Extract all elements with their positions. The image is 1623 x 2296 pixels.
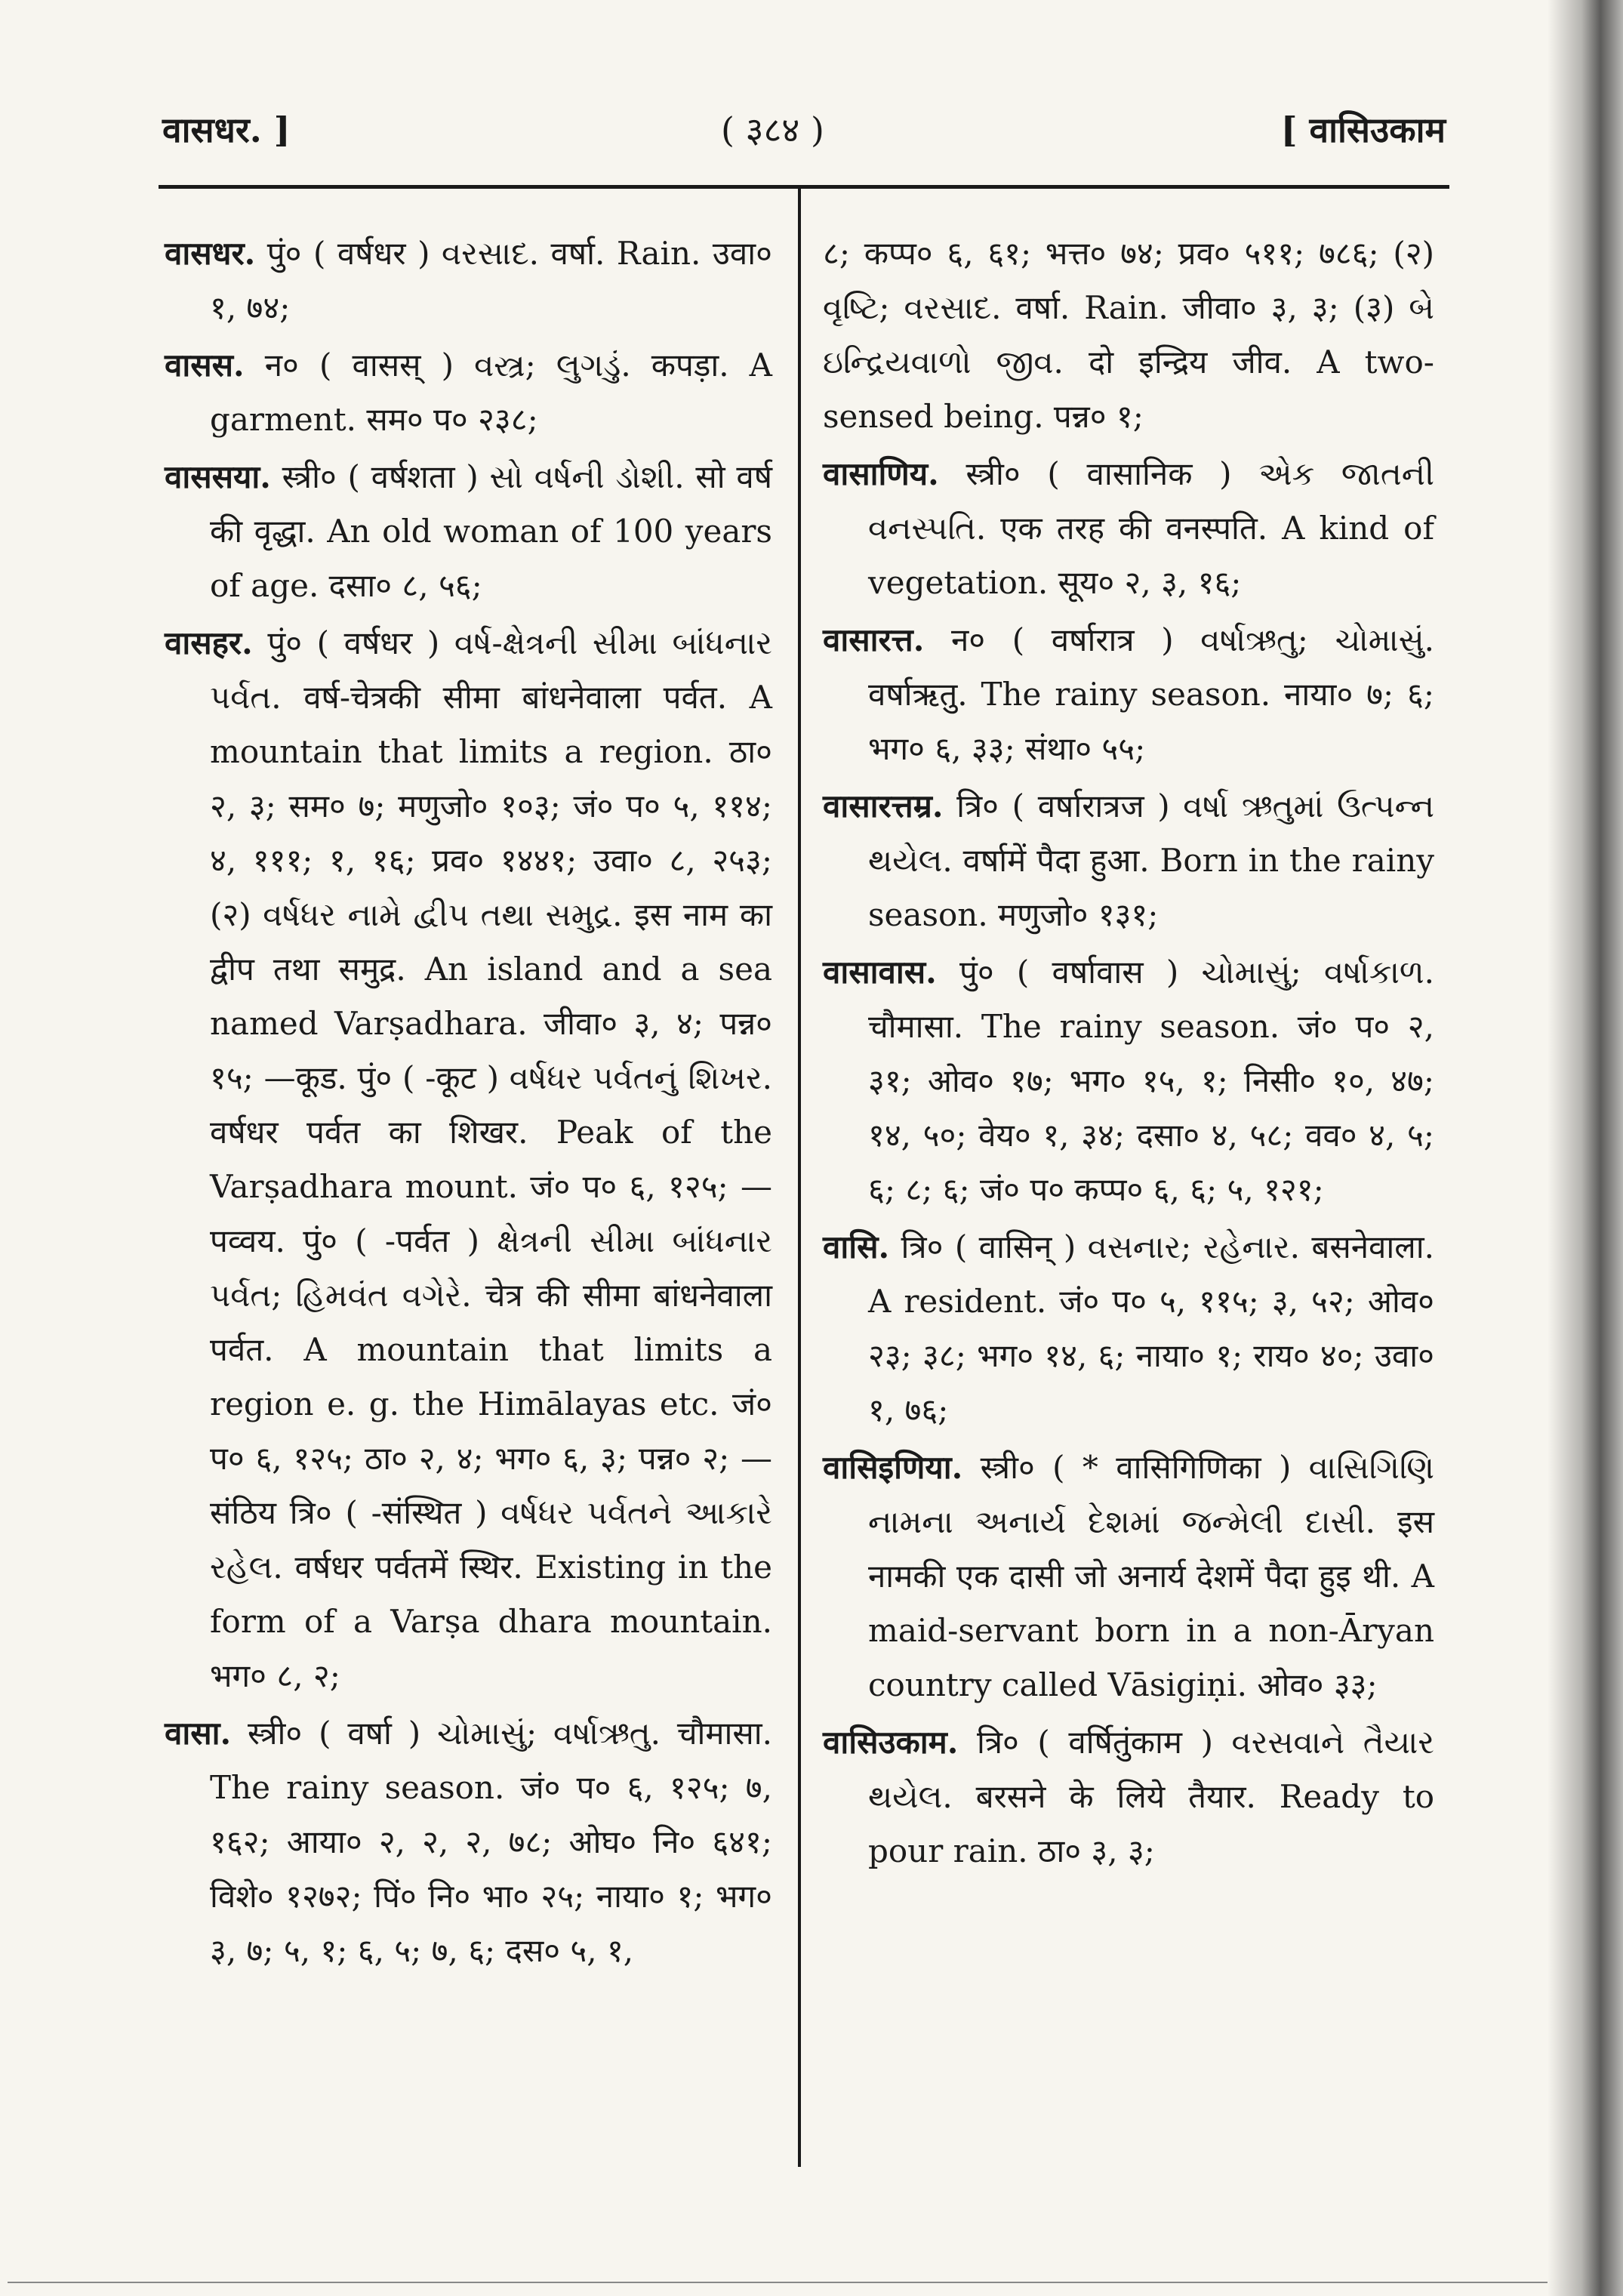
header-right-guideword: [ वासिउकाम bbox=[1280, 109, 1446, 150]
dictionary-entry bbox=[165, 338, 772, 447]
entry-body: स्त्री० ( वर्षशता ) સો વર્ષની ડોશી. सो वर्ष की वृद्धा. An old woman of 100 years of age. दसा० ८, ५६; bbox=[210, 458, 772, 604]
entry-headword: वासस. bbox=[165, 347, 245, 384]
page-number: ( ३८४ ) bbox=[721, 109, 824, 150]
entry-headword: वासा. bbox=[165, 1715, 232, 1752]
dictionary-entry bbox=[823, 447, 1434, 610]
entry-headword: वासारत्तम्र. bbox=[823, 787, 944, 824]
entry-body: पुं० ( वर्षधर ) વરસાદ. वर्षा. Rain. उवा० १, ७४; bbox=[210, 235, 772, 326]
entry-body: न० ( वर्षारात्र ) વર્ષાઋતુ; ચોમાસું. वर्षाऋतु. The rainy season. नाया० ७; ६; भग० ६, ३३; संथा० ५५; bbox=[868, 621, 1435, 767]
header-left-guideword: वासधर. ] bbox=[162, 109, 291, 150]
entry-headword: वासिउकाम. bbox=[823, 1724, 959, 1761]
dictionary-entry bbox=[823, 613, 1434, 776]
entry-body: त्रि० ( वर्षारात्रज ) વર્ષા ઋતુમાં ઉત્પન્ન થયેલ. वर्षामें पैदा हुआ. Born in the rainy season. मणुजो० १३१; bbox=[868, 787, 1434, 933]
entry-body: त्रि० ( वर्षितुंकाम ) વરસવાને તૈયાર થયેલ. बरसने के लिये तैयार. Ready to pour rain. ठा० ३, ३; bbox=[868, 1724, 1434, 1869]
dictionary-entry bbox=[823, 779, 1434, 942]
entry-headword: वासहर. bbox=[165, 624, 253, 661]
dictionary-entry bbox=[165, 616, 772, 1703]
dictionary-entry-continued bbox=[823, 227, 1434, 444]
entry-headword: वासधर. bbox=[165, 235, 256, 272]
entry-headword: वाससया. bbox=[165, 458, 271, 495]
bottom-rule bbox=[8, 2282, 1548, 2283]
entry-headword: वासिइणिया. bbox=[823, 1449, 963, 1486]
dictionary-entry bbox=[823, 1220, 1434, 1438]
dictionary-entry bbox=[823, 945, 1434, 1217]
entry-body: पुं० ( वर्षधर ) વર્ષ-ક્ષેત્રની સીમા બાંધનાર પર્વત. वर्ष-चेत्रकी सीमा बांधनेवाला पर्वत. A mountain that limits a region. ठा० २, ३; सम० ७; मणुजो० १०३; जं० प० ५, ११४; ४, १११; १, १६; प्रव० १४४१; उवा० ८, २५३; (२) વર્ષધર નામે દ્વીપ તથા સમુદ્ર. इस नाम का द्वीप तथा समुद्र. An island and a sea named Varṣadhara. जीवा० ३, ४; पन्न० १५; —कूड. पुं० ( -कूट ) વર્ષધર પર્વતનું શિખર. वर्षधर पर्वत का शिखर. Peak of the Varṣadhara mount. जं० प० ६, १२५; —पव्वय. पुं० ( -पर्वत ) ક્ષેત્રની સીમા બાંધનાર પર્વત; હિમવંત વગેરે. चेत्र की सीमा बांधनेवाला पर्वत. A mountain that limits a region e. g. the Himālayas etc. जं० प० ६, १२५; ठा० २, ४; भग० ६, ३; पन्न० २; —संठिय त्रि० ( -संस्थित ) વર્ષધર પર્વતને આકારે રહેલ. वर्षधर पर्वतमें स्थिर. Existing in the form of a Varṣa dhara mountain. भग० ८, २; bbox=[210, 624, 772, 1694]
right-column bbox=[823, 227, 1434, 1881]
entry-body: ८; कप्प० ६, ६१; भत्त० ७४; प्रव० ५११; ७८६; (२) વૃષ્ટિ; વરસાદ. वर्षा. Rain. जीवा० ३, ३; (३) બે ઇન્દ્રિયવાળો જીવ. दो इन्द्रिय जीव. A two-sensed being. पन्न० १; bbox=[823, 235, 1434, 435]
dictionary-entry bbox=[165, 450, 772, 613]
dictionary-entry bbox=[823, 1715, 1434, 1878]
entry-headword: वासारत्त. bbox=[823, 621, 925, 658]
entry-body: न० ( वासस् ) વસ્ત્ર; લુગડું. कपड़ा. A garment. सम० प० २३८; bbox=[210, 347, 772, 438]
column-divider bbox=[798, 189, 801, 2167]
entry-headword: वासावास. bbox=[823, 954, 937, 991]
entry-headword: वासि. bbox=[823, 1228, 890, 1265]
entry-headword: वासाणिय. bbox=[823, 455, 939, 492]
page-edge-shadow bbox=[1548, 0, 1623, 2296]
page-header bbox=[162, 106, 1446, 174]
dictionary-entry bbox=[823, 1441, 1434, 1712]
entry-body: पुं० ( वर्षावास ) ચોમાસું; વર્ષાકાળ. चौमासा. The rainy season. जं० प० २, ३१; ओव० १७; भग० १५, १; निसी० १०, ४७; १४, ५०; वेय० १, ३४; दसा० ४, ५८; वव० ४, ५; ६; ८; ६; जं० प० कप्प० ६, ६; ५, १२१; bbox=[868, 954, 1434, 1208]
dictionary-entry bbox=[165, 1706, 772, 1978]
entry-body: स्त्री० ( वासानिक ) એક જાતની વનસ્પતિ. एक तरह की वनस्पति. A kind of vegetation. सूय० २, ३, १६; bbox=[868, 455, 1434, 601]
header-rule bbox=[159, 185, 1449, 189]
dictionary-entry bbox=[165, 227, 772, 335]
entry-body: स्त्री० ( * वासिगिणिका ) વાસિગિણિ નામના અનાર્ય દેશમાં જન્મેલી દાસી. इस नामकी एक दासी जो अनार्य देशमें पैदा हुइ थी. A maid-servant born in a non-Āryan country called Vāsigiṇi. ओव० ३३; bbox=[868, 1449, 1434, 1703]
entry-body: त्रि० ( वासिन् ) વસનાર; રહેનાર. बसनेवाला. A resident. जं० प० ५, ११५; ३, ५२; ओव० २३; ३८; भग० १४, ६; नाया० १; राय० ४०; उवा० १, ७६; bbox=[868, 1228, 1434, 1428]
left-column bbox=[165, 227, 772, 1981]
entry-body: स्त्री० ( वर्षा ) ચોમાસું; વર્ષાઋતુ. चौमासा. The rainy season. जं० प० ६, १२५; ७, १६२; आया० २, २, २, ७८; ओघ० नि० ६४१; विशे० १२७२; पिं० नि० भा० २५; नाया० १; भग० ३, ७; ५, १; ६, ५; ७, ६; दस० ५, १, bbox=[210, 1715, 772, 1969]
